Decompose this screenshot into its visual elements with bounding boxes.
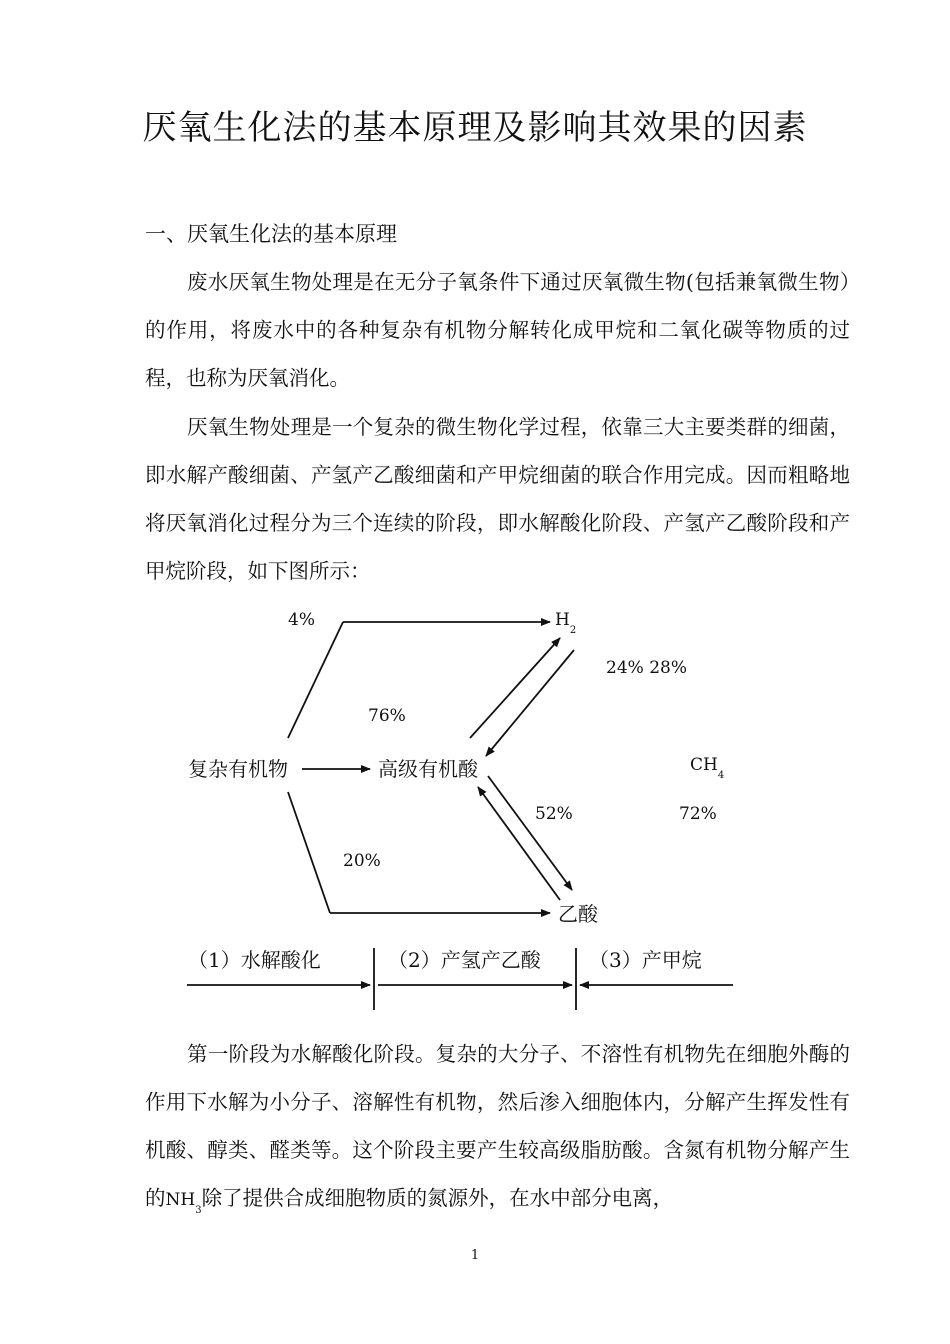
percent-20: 20%: [343, 851, 381, 871]
node-ch4: $CH_4$: [690, 755, 725, 781]
percent-4: 4%: [288, 610, 315, 630]
arrow-acid-to-h2: [470, 638, 560, 738]
node-complex-organics: 复杂有机物: [188, 757, 288, 781]
arrow-h2-to-acid: [486, 650, 574, 756]
paragraph-2: 厌氧生物处理是一个复杂的微生物化学过程，依靠三大主要类群的细菌，即水解产酸细菌、产氢产乙酸细菌和产甲烷细菌的联合作用完成。因而粗略地将厌氧消化过程分为三个连续的阶段，即水解酸化阶段、产氢产乙酸阶段和产甲烷阶段，如下图所示：: [145, 415, 850, 583]
percent-52: 52%: [535, 804, 573, 824]
branch-line-lower: [288, 792, 330, 913]
percent-72: 72%: [679, 804, 717, 824]
percent-24-28: 24% 28%: [606, 658, 687, 678]
stage-label-2: （2）产氢产乙酸: [388, 948, 541, 972]
branch-line-upper: [288, 622, 343, 738]
page-number: 1: [470, 1248, 480, 1263]
stage-label-1: （1）水解酸化: [188, 948, 321, 972]
stage-label-3: （3）产甲烷: [589, 948, 702, 972]
paragraph-1: 废水厌氧生物处理是在无分子氧条件下通过厌氧微生物(包括兼氧微生物）的作用，将废水中的各种复杂有机物分解转化成甲烷和二氧化碳等物质的过程，也称为厌氧消化。: [145, 270, 850, 390]
page-title: 厌氧生化法的基本原理及影响其效果的因素: [142, 108, 808, 148]
node-h2: $H_2$: [555, 610, 577, 636]
percent-76: 76%: [368, 706, 406, 726]
node-acetic-acid: 乙酸: [558, 902, 598, 926]
node-higher-organic-acid: 高级有机酸: [378, 757, 478, 781]
section-heading: 一、厌氧生化法的基本原理: [145, 222, 397, 246]
paragraph-3: 第一阶段为水解酸化阶段。复杂的大分子、不溶性有机物先在细胞外酶的作用下水解为小分子、溶解性有机物，然后渗入细胞体内，分解产生挥发性有机酸、醇类、醛类等。这个阶段主要产生较高级脂肪酸。含氮有机物分解产生的$NH_3$除了提供合成细胞物质的氮源外，在水中部分电离，: [145, 1042, 850, 1216]
chem-nh3: $NH_3$: [165, 1190, 202, 1216]
arrow-acid-to-acetic: [488, 776, 572, 890]
